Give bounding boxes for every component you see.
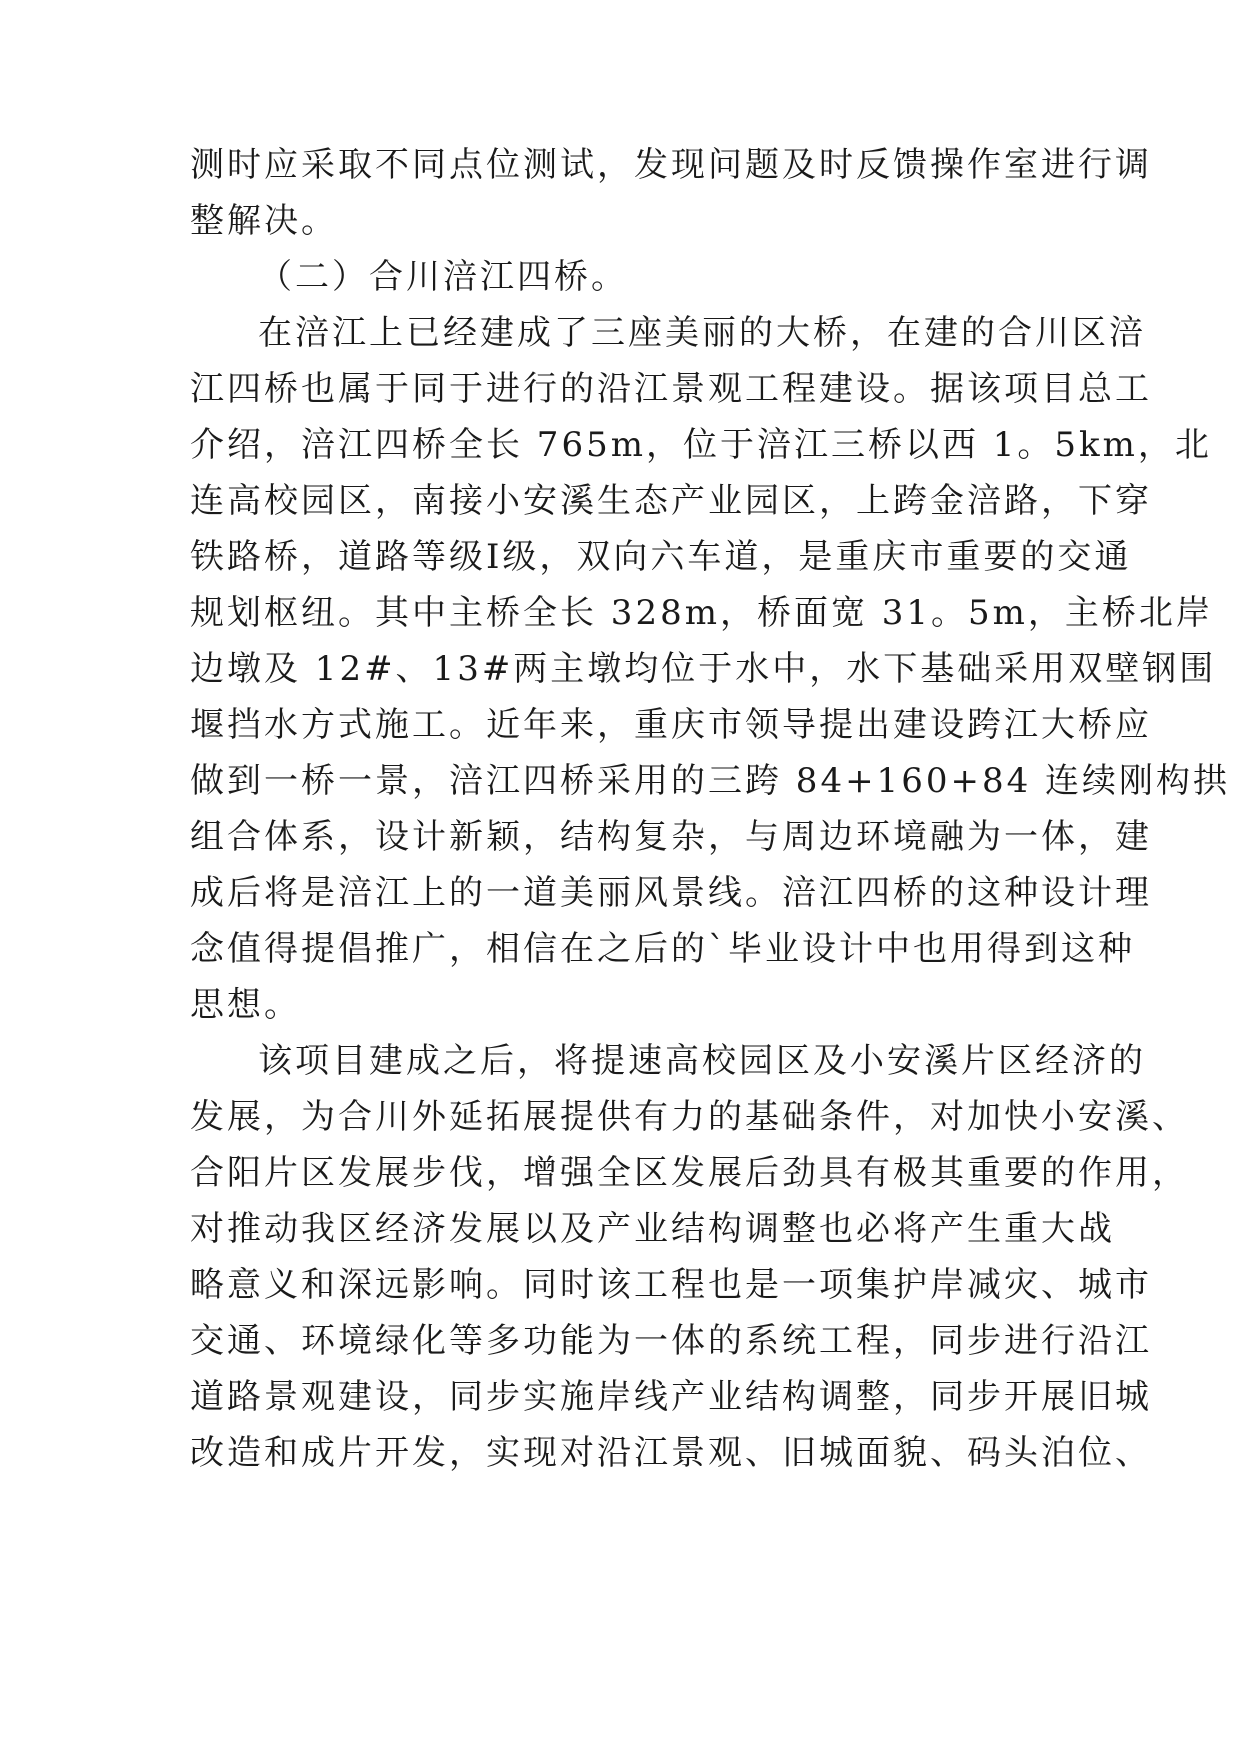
text-line: 堰挡水方式施工。近年来，重庆市领导提出建设跨江大桥应 xyxy=(190,705,1152,745)
section-heading: （二）合川涪江四桥。 xyxy=(258,257,628,297)
paragraph-start: 在涪江上已经建成了三座美丽的大桥，在建的合川区涪 xyxy=(258,313,1146,353)
text-line: 做到一桥一景，涪江四桥采用的三跨 84+160+84 连续刚构拱 xyxy=(190,761,1231,801)
text-line: 合阳片区发展步伐，增强全区发展后劲具有极其重要的作用， xyxy=(190,1153,1189,1193)
paragraph-start: 该项目建成之后，将提速高校园区及小安溪片区经济的 xyxy=(258,1041,1146,1081)
text-line: 整解决。 xyxy=(190,201,338,241)
text-line: 成后将是涪江上的一道美丽风景线。涪江四桥的这种设计理 xyxy=(190,873,1152,913)
text-line: 江四桥也属于同于进行的沿江景观工程建设。据该项目总工 xyxy=(190,369,1152,409)
text-line: 边墩及 12#、13#两主墩均位于水中，水下基础采用双壁钢围 xyxy=(190,649,1217,689)
text-line: 连高校园区，南接小安溪生态产业园区，上跨金涪路，下穿 xyxy=(190,481,1152,521)
text-line: 交通、环境绿化等多功能为一体的系统工程，同步进行沿江 xyxy=(190,1321,1152,1361)
text-line: 改造和成片开发，实现对沿江景观、旧城面貌、码头泊位、 xyxy=(190,1433,1152,1473)
text-line: 发展，为合川外延拓展提供有力的基础条件，对加快小安溪、 xyxy=(190,1097,1189,1137)
text-line: 略意义和深远影响。同时该工程也是一项集护岸减灾、城市 xyxy=(190,1265,1152,1305)
text-line: 铁路桥，道路等级Ⅰ级，双向六车道，是重庆市重要的交通 xyxy=(190,537,1132,577)
text-line: 组合体系，设计新颖，结构复杂，与周边环境融为一体，建 xyxy=(190,817,1152,857)
text-line: 念值得提倡推广，相信在之后的`毕业设计中也用得到这种 xyxy=(190,929,1135,969)
text-line: 道路景观建设，同步实施岸线产业结构调整，同步开展旧城 xyxy=(190,1377,1152,1417)
text-line: 规划枢纽。其中主桥全长 328m，桥面宽 31。5m，主桥北岸 xyxy=(190,593,1213,633)
text-line: 对推动我区经济发展以及产业结构调整也必将产生重大战 xyxy=(190,1209,1115,1249)
text-line: 测时应采取不同点位测试，发现问题及时反馈操作室进行调 xyxy=(190,145,1152,185)
text-line: 思想。 xyxy=(190,985,301,1025)
text-line: 介绍，涪江四桥全长 765m，位于涪江三桥以西 1。5km，北 xyxy=(190,425,1212,465)
